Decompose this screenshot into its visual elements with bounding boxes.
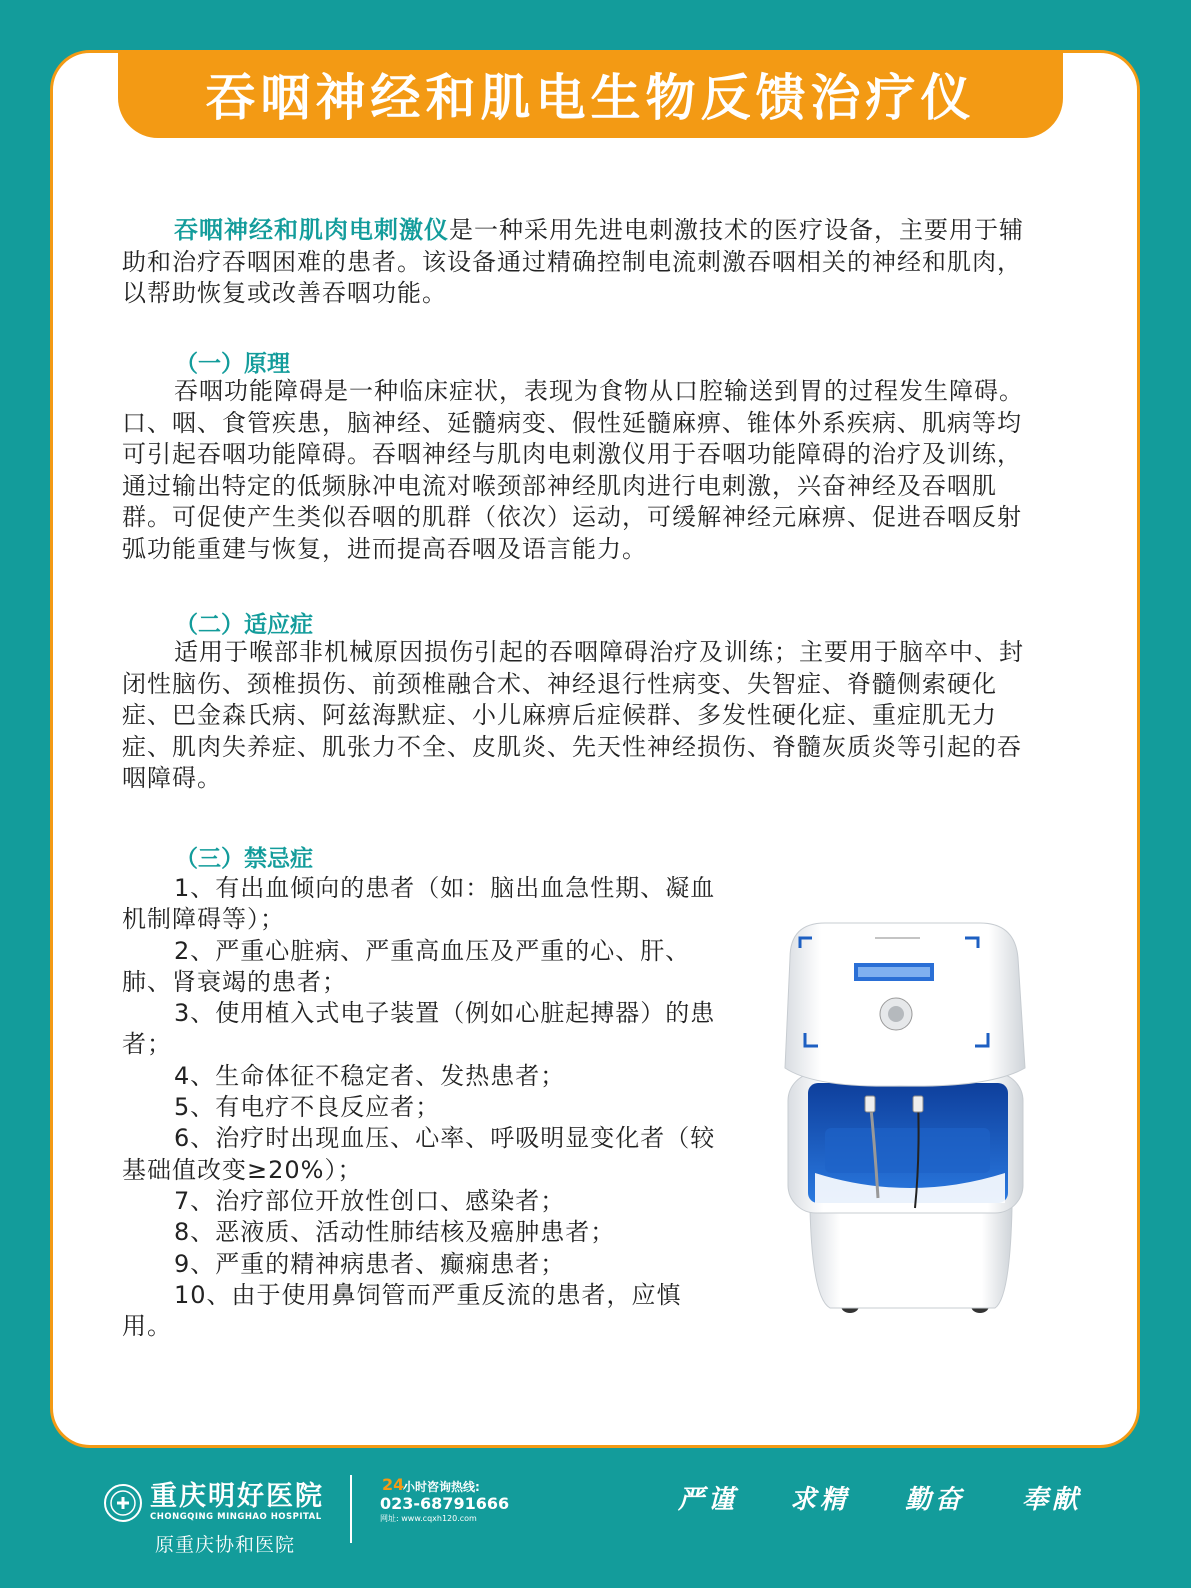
principle-heading: （一）原理 [175, 351, 290, 377]
page-title: 吞咽神经和肌电生物反馈治疗仪 [205, 69, 976, 127]
hospital-former-name: 原重庆协和医院 [155, 1534, 296, 1556]
hospital-name: 重庆明好医院 [150, 1481, 324, 1512]
title-banner [118, 50, 1063, 138]
list-item: 3、使用植入式电子装置（例如心脏起搏器）的患者； [122, 999, 716, 1059]
list-item: 4、生命体征不稳定者、发热患者； [174, 1061, 566, 1090]
hotline-label: 小时咨询热线: [403, 1480, 480, 1494]
indications-heading: （二）适应症 [175, 612, 313, 638]
device-image [770, 918, 1035, 1328]
website: 网址: www.cqxh120.com [380, 1514, 477, 1523]
hospital-name-en: CHONGQING MINGHAO HOSPITAL [150, 1512, 322, 1522]
hospital-logo-icon [103, 1483, 143, 1523]
list-item: 6、治疗时出现血压、心率、呼吸明显变化者（较基础值改变≥20%）； [122, 1124, 716, 1184]
list-item: 7、治疗部位开放性创口、感染者； [174, 1186, 566, 1215]
list-item: 2、严重心脏病、严重高血压及严重的心、肝、肺、肾衰竭的患者； [122, 936, 691, 996]
motto-item: 奉献 [1022, 1485, 1083, 1515]
list-item: 10、由于使用鼻饲管而严重反流的患者，应慎用。 [122, 1280, 682, 1341]
hotline-phone: 023-68791666 [380, 1494, 510, 1513]
intro-lead: 吞咽神经和肌肉电刺激仪 [174, 216, 449, 244]
motto-item: 勤奋 [905, 1485, 966, 1515]
principle-text: 吞咽功能障碍是一种临床症状，表现为食物从口腔输送到胃的过程发生障碍。口、咽、食管疾患，脑神经、延髓病变、假性延髓麻痹、锥体外系疾病、肌病等均可引起吞咽功能障碍。吞咽神经与肌肉电刺激仪用于吞咽功能障碍的治疗及训练，通过输出特定的低频脉冲电流对喉颈部神经肌肉进行电刺激，兴奋神经及吞咽肌群。可促使产生类似吞咽的肌群（依次）运动，可缓解神经元麻痹、促进吞咽反射弧功能重建与恢复，进而提高吞咽及语言能力。 [122, 377, 1024, 563]
motto-item: 求精 [790, 1485, 851, 1515]
motto-item: 严谨 [678, 1485, 739, 1515]
indications-text: 适用于喉部非机械原因损伤引起的吞咽障碍治疗及训练；主要用于脑卒中、封闭性脑伤、颈椎损伤、前颈椎融合术、神经退行性病变、失智症、脊髓侧索硬化症、巴金森氏病、阿兹海默症、小儿麻痹后症候群、多发性硬化症、重症肌无力症、肌肉失养症、肌张力不全、皮肌炎、先天性神经损伤、脊髓灰质炎等引起的吞咽障碍。 [122, 638, 1024, 792]
contraindications-list [122, 873, 727, 1342]
intro-text: 是一种采用先进电刺激技术的医疗设备，主要用于辅助和治疗吞咽困难的患者。该设备通过精确控制电流刺激吞咽相关的神经和肌肉，以帮助恢复或改善吞咽功能。 [122, 216, 1024, 307]
list-item: 5、有电疗不良反应者； [174, 1093, 441, 1122]
footer-divider [350, 1475, 352, 1543]
list-item: 9、严重的精神病患者、癫痫患者； [174, 1249, 566, 1278]
contraindications-heading: （三）禁忌症 [175, 846, 313, 872]
hotline-hours: 24 [382, 1475, 405, 1494]
list-item: 1、有出血倾向的患者（如：脑出血急性期、凝血机制障碍等）； [122, 874, 716, 934]
intro-paragraph [122, 215, 1032, 310]
list-item: 8、恶液质、活动性肺结核及癌肿患者； [174, 1218, 616, 1247]
